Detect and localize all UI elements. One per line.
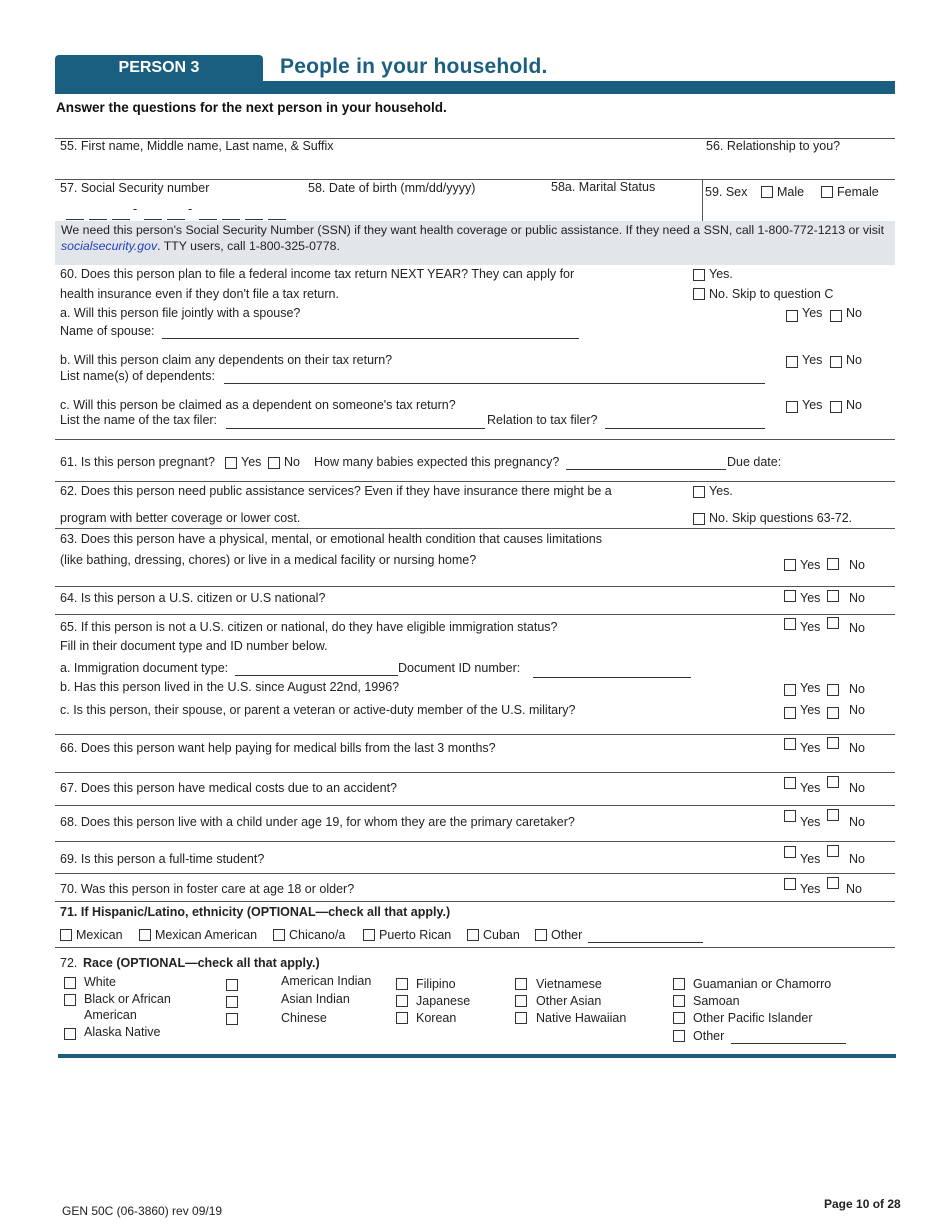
- puerto-rican-label: Puerto Rican: [379, 928, 452, 942]
- other-ethnicity-checkbox[interactable]: [535, 929, 547, 941]
- q61-yes-checkbox[interactable]: [225, 457, 237, 469]
- q60-no-checkbox[interactable]: [693, 288, 705, 300]
- socialsecurity-link[interactable]: socialsecurity.gov: [61, 239, 158, 253]
- other-race-input[interactable]: [731, 1043, 846, 1044]
- q67-yes-checkbox[interactable]: [784, 777, 796, 789]
- q62-line2: program with better coverage or lower cost.: [60, 511, 301, 525]
- q60c-no-checkbox[interactable]: [830, 401, 842, 413]
- q55-label: 55. First name, Middle name, Last name, & Suffix: [60, 139, 334, 153]
- guamanian-label: Guamanian or Chamorro: [693, 977, 832, 991]
- doc-id-label: Document ID number:: [398, 661, 521, 675]
- q68-no-label: No: [849, 815, 865, 829]
- mexican-checkbox[interactable]: [60, 929, 72, 941]
- divider: [55, 841, 895, 842]
- q61-babies-label: How many babies expected this pregnancy?: [314, 455, 560, 469]
- divider: [55, 614, 895, 615]
- q64-no-checkbox[interactable]: [827, 590, 839, 602]
- divider: [55, 481, 895, 482]
- other-pacific-islander-checkbox[interactable]: [673, 1012, 685, 1024]
- ssn-digit[interactable]: [245, 219, 263, 220]
- mexican-american-checkbox[interactable]: [139, 929, 151, 941]
- header-bar: [55, 81, 895, 94]
- filipino-checkbox[interactable]: [396, 978, 408, 990]
- q63-yes-label: Yes: [800, 558, 821, 572]
- ssn-digit[interactable]: [268, 219, 286, 220]
- q64-label: 64. Is this person a U.S. citizen or U.S national?: [60, 591, 326, 605]
- divider: [55, 528, 895, 529]
- male-checkbox[interactable]: [761, 186, 773, 198]
- q60c-no-label: No: [846, 398, 862, 412]
- white-label: White: [84, 975, 116, 989]
- q63-yes-checkbox[interactable]: [784, 559, 796, 571]
- asian-indian-checkbox[interactable]: [226, 996, 238, 1008]
- q60a-label: a. Will this person file jointly with a spouse?: [60, 306, 301, 320]
- q60-line2: health insurance even if they don't file a tax return.: [60, 287, 339, 301]
- ssn-digit[interactable]: [112, 219, 130, 220]
- q60b-yes-label: Yes: [802, 353, 823, 367]
- q65-line1: 65. If this person is not a U.S. citizen or national, do they have eligible immigration status?: [60, 620, 558, 634]
- q66-label: 66. Does this person want help paying for medical bills from the last 3 months?: [60, 741, 496, 755]
- dependents-label: List name(s) of dependents:: [60, 369, 215, 383]
- q60c-label: c. Will this person be claimed as a dependent on someone's tax return?: [60, 398, 456, 412]
- cuban-checkbox[interactable]: [467, 929, 479, 941]
- asian-indian-label: Asian Indian: [281, 992, 350, 1006]
- other-ethnicity-input[interactable]: [588, 942, 703, 943]
- q70-yes-checkbox[interactable]: [784, 878, 796, 890]
- q65c-yes-checkbox[interactable]: [784, 707, 796, 719]
- page-number: Page 10 of 28: [824, 1197, 901, 1211]
- q56-label: 56. Relationship to you?: [706, 139, 841, 153]
- other-pacific-islander-label: Other Pacific Islander: [693, 1011, 813, 1025]
- q67-no-checkbox[interactable]: [827, 776, 839, 788]
- other-asian-label: Other Asian: [536, 994, 602, 1008]
- native-hawaiian-checkbox[interactable]: [515, 1012, 527, 1024]
- ssn-digit[interactable]: [89, 219, 107, 220]
- q65c-yes-label: Yes: [800, 703, 821, 717]
- mexican-american-label: Mexican American: [155, 928, 258, 942]
- q58-label: 58. Date of birth (mm/dd/yyyy): [308, 181, 476, 195]
- q65b-yes-label: Yes: [800, 681, 821, 695]
- divider: [55, 586, 895, 587]
- q65c-label: c. Is this person, their spouse, or parent a veteran or active-duty member of the U.S. military?: [60, 703, 576, 717]
- puerto-rican-checkbox[interactable]: [363, 929, 375, 941]
- q70-no-label: No: [846, 882, 862, 896]
- q69-no-label: No: [849, 852, 865, 866]
- q70-label: 70. Was this person in foster care at age 18 or older?: [60, 882, 355, 896]
- q60b-yes-checkbox[interactable]: [786, 356, 798, 368]
- q65-yes-label: Yes: [800, 620, 821, 634]
- q65-no-checkbox[interactable]: [827, 617, 839, 629]
- filer-label: List the name of the tax filer:: [60, 413, 218, 427]
- filer-input[interactable]: [226, 428, 485, 429]
- ssn-dash: -: [188, 202, 193, 216]
- vietnamese-checkbox[interactable]: [515, 978, 527, 990]
- ssn-dash: -: [133, 202, 138, 216]
- q63-no-checkbox[interactable]: [827, 558, 839, 570]
- q58a-label: 58a. Marital Status: [551, 180, 656, 194]
- q69-no-checkbox[interactable]: [827, 845, 839, 857]
- babies-input[interactable]: [566, 469, 726, 470]
- female-label: Female: [837, 185, 879, 199]
- divider: [55, 805, 895, 806]
- other-race-label: Other: [693, 1029, 725, 1043]
- white-checkbox[interactable]: [64, 977, 76, 989]
- divider: [55, 439, 895, 440]
- q61-label: 61. Is this person pregnant?: [60, 455, 215, 469]
- chinese-checkbox[interactable]: [226, 1013, 238, 1025]
- q66-yes-label: Yes: [800, 741, 821, 755]
- female-checkbox[interactable]: [821, 186, 833, 198]
- q63-line2: (like bathing, dressing, chores) or live in a medical facility or nursing home?: [60, 553, 477, 567]
- q57-label: 57. Social Security number: [60, 181, 210, 195]
- person-tab: PERSON 3: [55, 55, 263, 81]
- q63-line1: 63. Does this person have a physical, mental, or emotional health condition that causes limitations: [60, 532, 602, 546]
- q71-label: 71. If Hispanic/Latino, ethnicity (OPTIONAL—check all that apply.): [60, 905, 451, 919]
- q62-yes-checkbox[interactable]: [693, 486, 705, 498]
- q61-no-label: No: [284, 455, 300, 469]
- q72-label: Race (OPTIONAL—check all that apply.): [83, 956, 320, 970]
- ssn-note: We need this person's Social Security Number (SSN) if they want health coverage or public assistance. If they need a SSN, call 1-800-772-1213 or visit socialsecurity.gov. TTY users, call 1-800-325-0778.: [55, 221, 895, 265]
- divider: [55, 734, 895, 735]
- divider: [55, 772, 895, 773]
- relation-input[interactable]: [605, 428, 765, 429]
- page-title: People in your household.: [280, 55, 548, 78]
- q64-yes-checkbox[interactable]: [784, 590, 796, 602]
- q60-yes-checkbox[interactable]: [693, 269, 705, 281]
- chicano-label: Chicano/a: [289, 928, 346, 942]
- q65-yes-checkbox[interactable]: [784, 618, 796, 630]
- divider: [55, 179, 895, 180]
- divider: [55, 947, 895, 948]
- q66-yes-checkbox[interactable]: [784, 738, 796, 750]
- instruction: Answer the questions for the next person in your household.: [56, 100, 447, 115]
- q64-no-label: No: [849, 591, 865, 605]
- q65b-no-checkbox[interactable]: [827, 684, 839, 696]
- korean-checkbox[interactable]: [396, 1012, 408, 1024]
- alaska-native-checkbox[interactable]: [64, 1028, 76, 1040]
- q69-yes-label: Yes: [800, 852, 821, 866]
- ssn-digit[interactable]: [66, 219, 84, 220]
- q70-yes-label: Yes: [800, 882, 821, 896]
- samoan-checkbox[interactable]: [673, 995, 685, 1007]
- japanese-label: Japanese: [416, 994, 471, 1008]
- q67-yes-label: Yes: [800, 781, 821, 795]
- q68-yes-label: Yes: [800, 815, 821, 829]
- q65a-label: a. Immigration document type:: [60, 661, 229, 675]
- q60b-no-checkbox[interactable]: [830, 356, 842, 368]
- samoan-label: Samoan: [693, 994, 740, 1008]
- q60c-yes-label: Yes: [802, 398, 823, 412]
- q65b-no-label: No: [849, 682, 865, 696]
- divider: [55, 873, 895, 874]
- relation-label: Relation to tax filer?: [487, 413, 598, 427]
- immigration-doc-input[interactable]: [235, 675, 398, 676]
- divider: [55, 901, 895, 902]
- q60b-label: b. Will this person claim any dependents on their tax return?: [60, 353, 393, 367]
- ssn-digit[interactable]: [199, 219, 217, 220]
- chinese-label: Chinese: [281, 1011, 327, 1025]
- q65c-no-label: No: [849, 703, 865, 717]
- q69-yes-checkbox[interactable]: [784, 846, 796, 858]
- q62-yes-label: Yes.: [709, 484, 733, 498]
- q68-yes-checkbox[interactable]: [784, 810, 796, 822]
- other-race-checkbox[interactable]: [673, 1030, 685, 1042]
- q68-label: 68. Does this person live with a child under age 19, for whom they are the primary caretaker?: [60, 815, 575, 829]
- q60-line1: 60. Does this person plan to file a federal income tax return NEXT YEAR? They can apply for: [60, 267, 575, 281]
- q66-no-checkbox[interactable]: [827, 737, 839, 749]
- chicano-checkbox[interactable]: [273, 929, 285, 941]
- japanese-checkbox[interactable]: [396, 995, 408, 1007]
- doc-id-input[interactable]: [533, 677, 691, 678]
- other-asian-checkbox[interactable]: [515, 995, 527, 1007]
- native-hawaiian-label: Native Hawaiian: [536, 1011, 627, 1025]
- q62-line1: 62. Does this person need public assistance services? Even if they have insurance there might be a: [60, 484, 612, 498]
- bottom-bar: [58, 1054, 896, 1058]
- q64-yes-label: Yes: [800, 591, 821, 605]
- q70-no-checkbox[interactable]: [827, 877, 839, 889]
- q60a-no-checkbox[interactable]: [830, 310, 842, 322]
- q60c-yes-checkbox[interactable]: [786, 401, 798, 413]
- q65b-label: b. Has this person lived in the U.S. since August 22nd, 1996?: [60, 680, 400, 694]
- q65c-no-checkbox[interactable]: [827, 707, 839, 719]
- black-african-label: Black or African: [84, 992, 171, 1006]
- q62-no-label: No. Skip questions 63-72.: [709, 511, 853, 525]
- american-label: American: [84, 1008, 137, 1022]
- q60-yes-label: Yes.: [709, 267, 733, 281]
- divider: [702, 180, 703, 221]
- guamanian-checkbox[interactable]: [673, 978, 685, 990]
- q68-no-checkbox[interactable]: [827, 809, 839, 821]
- q60b-no-label: No: [846, 353, 862, 367]
- q69-label: 69. Is this person a full-time student?: [60, 852, 265, 866]
- q59-label: 59. Sex: [705, 185, 748, 199]
- ssn-digit[interactable]: [144, 219, 162, 220]
- q65-line2: Fill in their document type and ID number below.: [60, 639, 328, 653]
- spouse-label: Name of spouse:: [60, 324, 155, 338]
- q61-no-checkbox[interactable]: [268, 457, 280, 469]
- q62-no-checkbox[interactable]: [693, 513, 705, 525]
- korean-label: Korean: [416, 1011, 457, 1025]
- ssn-digit[interactable]: [167, 219, 185, 220]
- form-id: GEN 50C (06-3860) rev 09/19: [62, 1204, 223, 1218]
- q61-due-label: Due date:: [727, 455, 782, 469]
- q65-no-label: No: [849, 621, 865, 635]
- ssn-digit[interactable]: [222, 219, 240, 220]
- black-african-american-checkbox[interactable]: [64, 994, 76, 1006]
- q67-label: 67. Does this person have medical costs due to an accident?: [60, 781, 398, 795]
- q63-no-label: No: [849, 558, 865, 572]
- filipino-label: Filipino: [416, 977, 456, 991]
- q60-no-label: No. Skip to question C: [709, 287, 834, 301]
- alaska-native-label: Alaska Native: [84, 1025, 161, 1039]
- q61-yes-label: Yes: [241, 455, 262, 469]
- dependents-input[interactable]: [224, 383, 765, 384]
- cuban-label: Cuban: [483, 928, 520, 942]
- american-indian-label: American Indian: [281, 974, 372, 988]
- spouse-input[interactable]: [162, 338, 579, 339]
- q65b-yes-checkbox[interactable]: [784, 684, 796, 696]
- q60a-yes-label: Yes: [802, 306, 823, 320]
- q60a-no-label: No: [846, 306, 862, 320]
- q66-no-label: No: [849, 741, 865, 755]
- q72-num: 72.: [60, 956, 78, 970]
- vietnamese-label: Vietnamese: [536, 977, 602, 991]
- male-label: Male: [777, 185, 805, 199]
- other-ethnicity-label: Other: [551, 928, 583, 942]
- mexican-label: Mexican: [76, 928, 123, 942]
- q60a-yes-checkbox[interactable]: [786, 310, 798, 322]
- american-indian-checkbox[interactable]: [226, 979, 238, 991]
- q67-no-label: No: [849, 781, 865, 795]
